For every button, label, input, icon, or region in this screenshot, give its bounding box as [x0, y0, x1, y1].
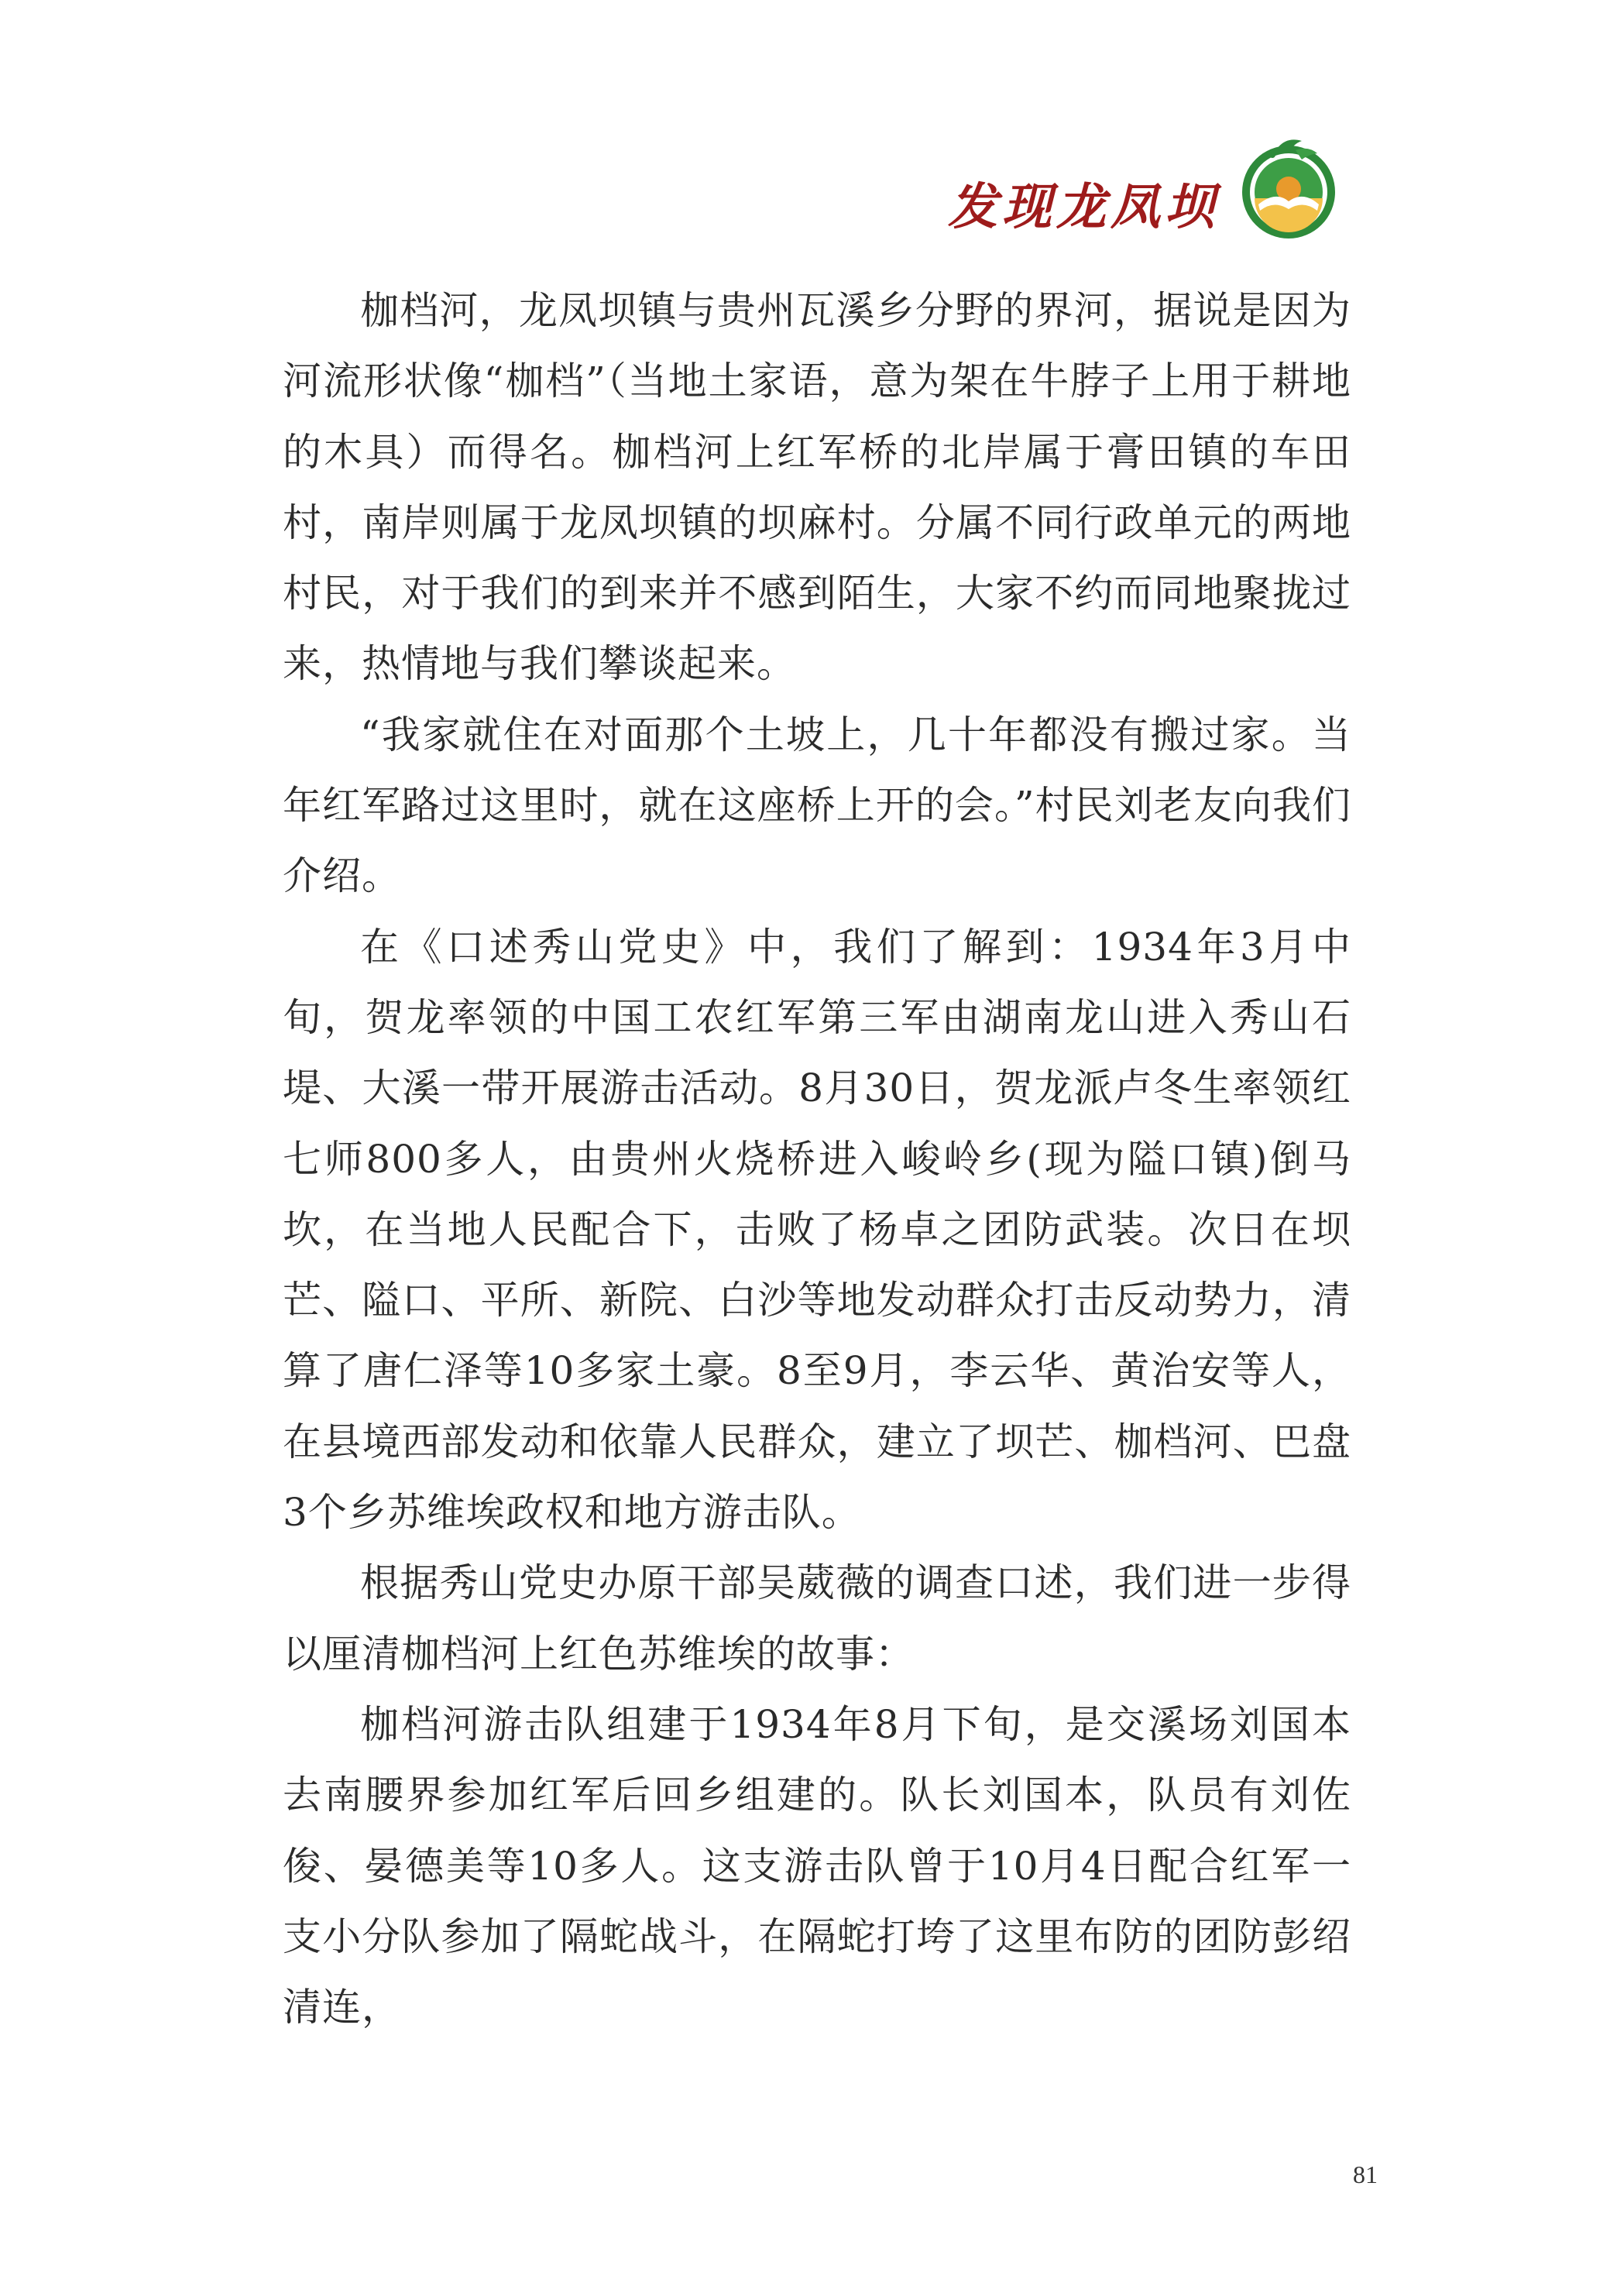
green-landscape-emblem-icon: [1231, 130, 1347, 246]
page-number: 81: [1353, 2160, 1378, 2188]
paragraph: 在《口述秀山党史》中，我们了解到：1934年3月中旬，贺龙率领的中国工农红军第三军由湖南龙山进入秀山石堤、大溪一带开展游击活动。8月30日，贺龙派卢冬生率领红七师800多人，由贵州火烧桥进入峻岭乡(现为隘口镇)倒马坎，在当地人民配合下，击败了杨卓之团防武装。次日在坝芒、隘口、平所、新院、白沙等地发动群众打击反动势力，清算了唐仁泽等10多家土豪。8至9月，李云华、黄治安等人，在县境西部发动和依靠人民群众，建立了坝芒、枷档河、巴盘3个乡苏维埃政权和地方游击队。: [283, 924, 1351, 1536]
paragraph: 枷档河，龙凤坝镇与贵州瓦溪乡分野的界河，据说是因为河流形状像“枷档”（当地土家语，意为架在牛脖子上用于耕地的木具）而得名。枷档河上红军桥的北岸属于膏田镇的车田村，南岸则属于龙凤坝镇的坝麻村。分属不同行政单元的两地村民，对于我们的到来并不感到陌生，大家不约而同地聚拢过来，热情地与我们攀谈起来。: [283, 288, 1351, 687]
running-header: [929, 116, 1347, 256]
body-text: [283, 276, 1351, 2043]
paragraph: 根据秀山党史办原干部吴葳薇的调查口述，我们进一步得以厘清枷档河上红色苏维埃的故事：: [283, 1560, 1351, 1677]
paragraph: 枷档河游击队组建于1934年8月下旬，是交溪场刘国本去南腰界参加红军后回乡组建的。队长刘国本，队员有刘佐俊、晏德美等10多人。这支游击队曾于10月4日配合红军一支小分队参加了隔蛇战斗，在隔蛇打垮了这里布防的团防彭绍清连，: [283, 1701, 1351, 2030]
header-title: 发现龙凤坝: [948, 178, 1219, 236]
paragraph: “我家就住在对面那个土坡上，几十年都没有搬过家。当年红军路过这里时，就在这座桥上开的会。”村民刘老友向我们介绍。: [283, 712, 1351, 899]
